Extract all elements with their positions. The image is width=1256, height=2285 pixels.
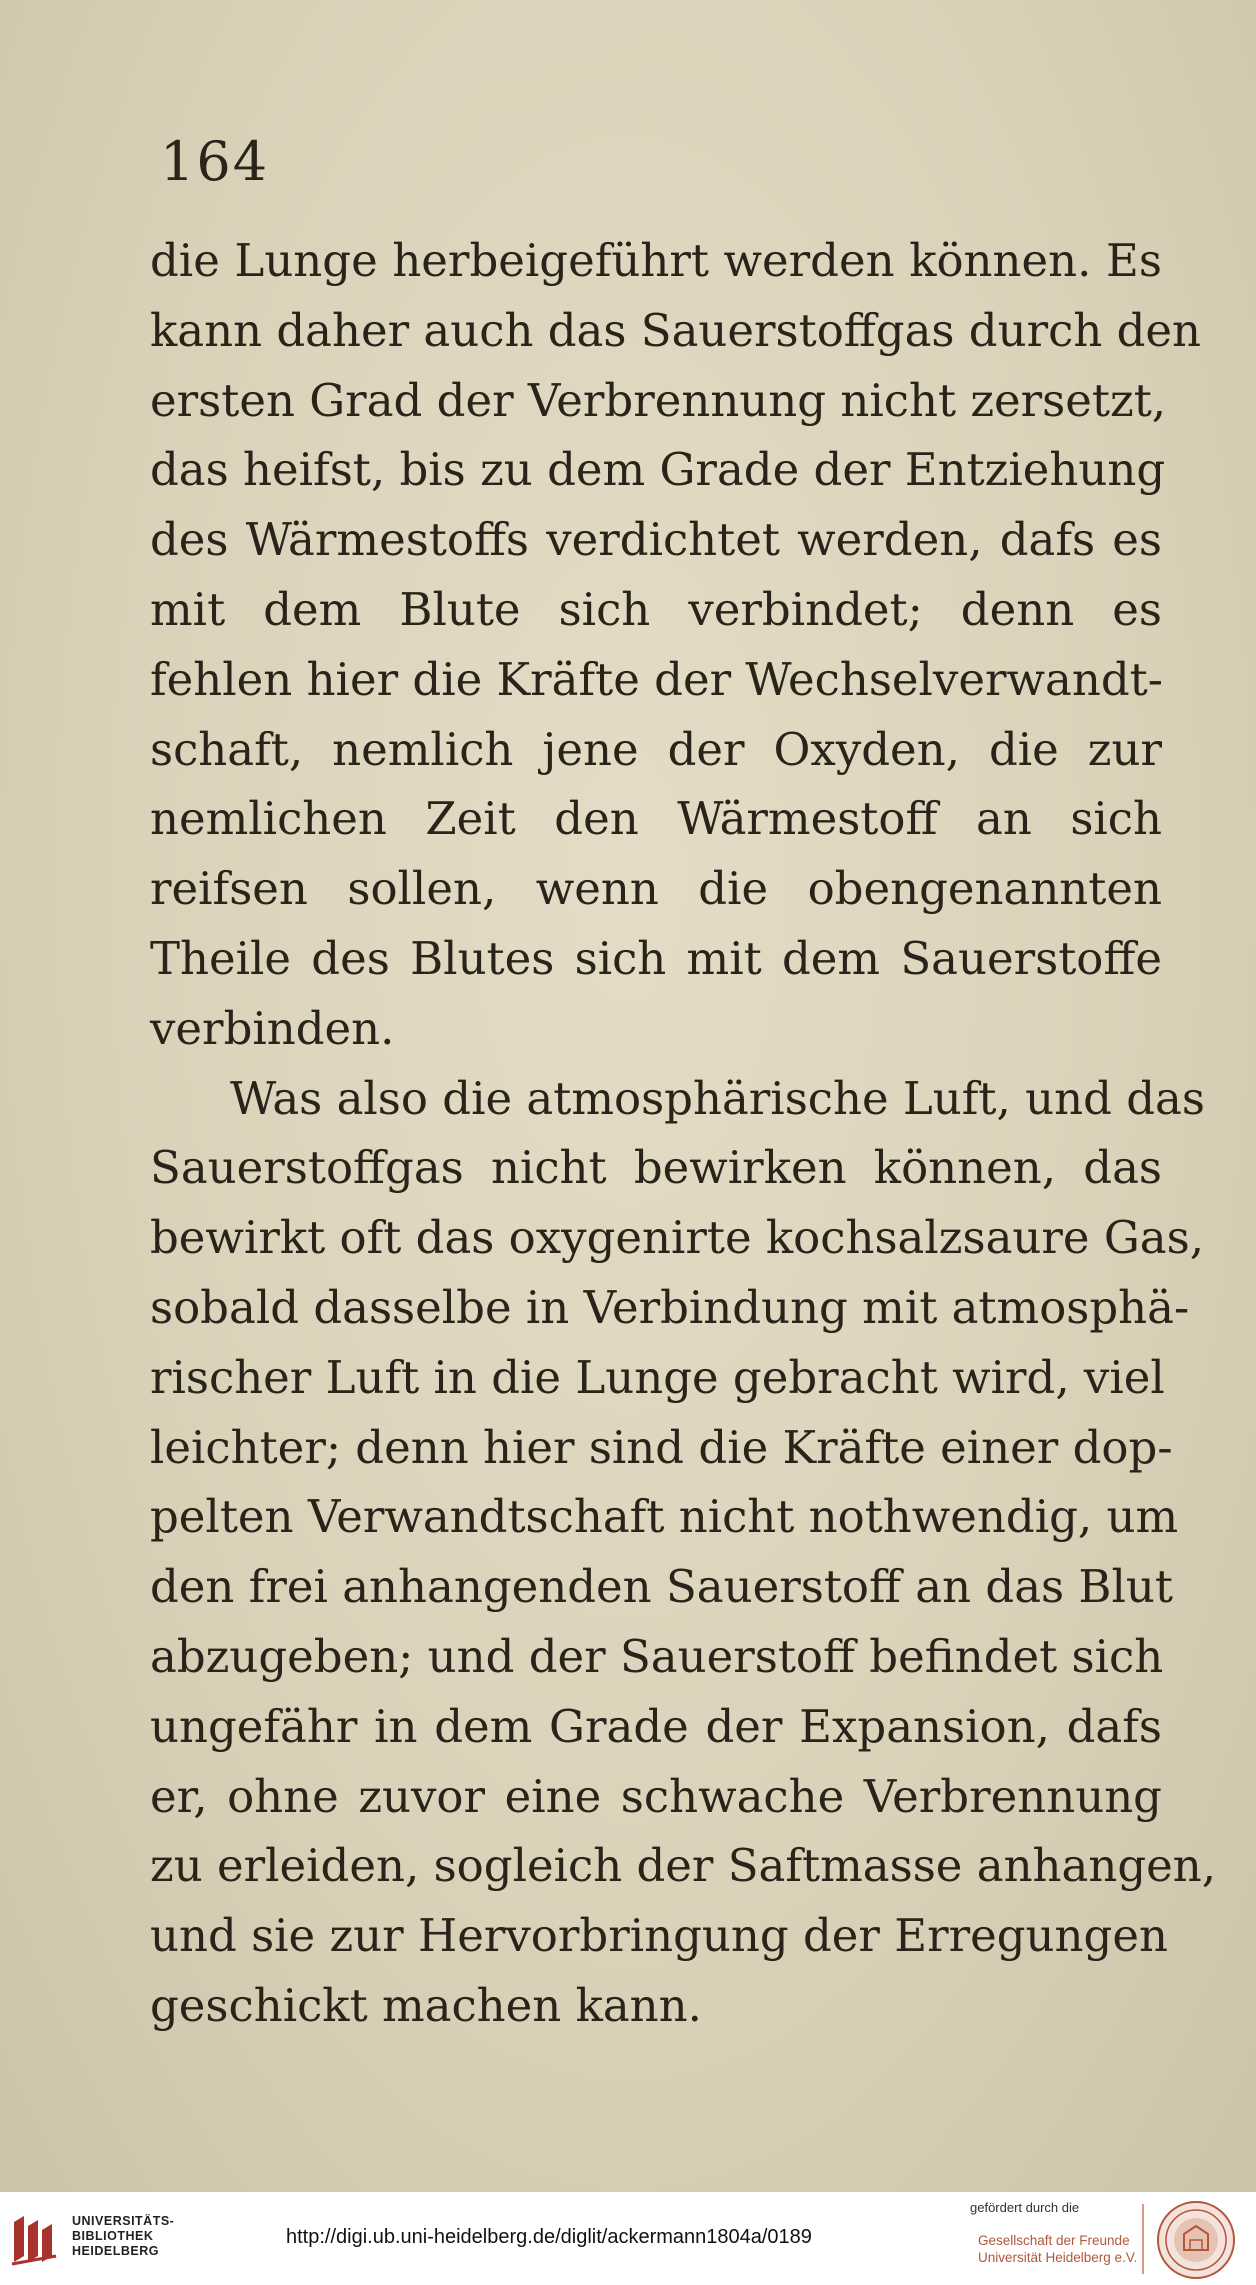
text-line: fehlen hier die Kräfte der Wechselverwandt- xyxy=(150,652,1163,706)
text-line: pelten Verwandtschaft nicht nothwendig, um xyxy=(150,1490,1179,1544)
text-line: rischer Luft in die Lunge gebracht wird, viel xyxy=(150,1350,1165,1404)
library-logo[interactable] xyxy=(10,2210,175,2268)
library-logo-icon xyxy=(10,2212,60,2266)
text-line: die Lunge herbeigeführt werden können. Es xyxy=(150,234,1162,287)
text-line: nemlichen Zeit den Wärmestoff an sich xyxy=(150,792,1162,846)
text-line: sobald dasselbe in Verbindung mit atmosphä- xyxy=(150,1280,1190,1334)
text-line: Was also die atmosphärische Luft, und das xyxy=(230,1071,1205,1125)
text-line: Theile des Blutes sich mit dem Sauerstoffe xyxy=(150,931,1162,985)
text-line: und sie zur Hervorbringung der Erregungen xyxy=(150,1909,1168,1963)
text-line: kann daher auch das Sauerstoffgas durch den xyxy=(150,303,1202,357)
sponsor-name[interactable]: Gesellschaft der Freunde Universität Heidelberg e.V. xyxy=(978,2233,1138,2265)
university-seal-icon xyxy=(1156,2200,1236,2280)
text-line: verbinden. xyxy=(150,1001,395,1055)
text-line: mit dem Blute sich verbindet; denn es xyxy=(150,582,1162,636)
text-line: den frei anhangenden Sauerstoff an das Blut xyxy=(150,1560,1173,1614)
text-line: abzugeben; und der Sauerstoff befindet sich xyxy=(150,1629,1164,1683)
library-name: UNIVERSITÄTS- BIBLIOTHEK HEIDELBERG xyxy=(72,2214,175,2258)
text-line: zu erleiden, sogleich der Saftmasse anhangen, xyxy=(150,1839,1217,1893)
body-text xyxy=(150,226,1217,2041)
permalink-url[interactable]: http://digi.ub.uni-heidelberg.de/diglit/ackermann1804a/0189 xyxy=(286,2226,812,2248)
text-line: das heifst, bis zu dem Grade der Entziehung xyxy=(150,443,1166,497)
text-line: geschickt machen kann. xyxy=(150,1978,702,2032)
text-line: leichter; denn hier sind die Kräfte einer dop- xyxy=(150,1420,1173,1474)
text-line: ersten Grad der Verbrennung nicht zersetzt, xyxy=(150,373,1167,427)
footer-divider xyxy=(1142,2204,1144,2274)
text-line: schaft, nemlich jene der Oxyden, die zur xyxy=(150,722,1162,776)
text-line: ungefähr in dem Grade der Expansion, dafs xyxy=(150,1699,1162,1753)
page-number: 164 xyxy=(160,130,270,193)
sponsor-caption: gefördert durch die xyxy=(970,2200,1080,2215)
footer-bar xyxy=(0,2192,1256,2285)
text-line: reifsen sollen, wenn die obengenannten xyxy=(150,862,1162,916)
text-line: des Wärmestoffs verdichtet werden, dafs es xyxy=(150,513,1162,567)
text-line: Sauerstoffgas nicht bewirken können, das xyxy=(150,1141,1162,1195)
text-line: er, ohne zuvor eine schwache Verbrennung xyxy=(150,1769,1162,1823)
text-line: bewirkt oft das oxygenirte kochsalzsaure Gas, xyxy=(150,1211,1205,1265)
